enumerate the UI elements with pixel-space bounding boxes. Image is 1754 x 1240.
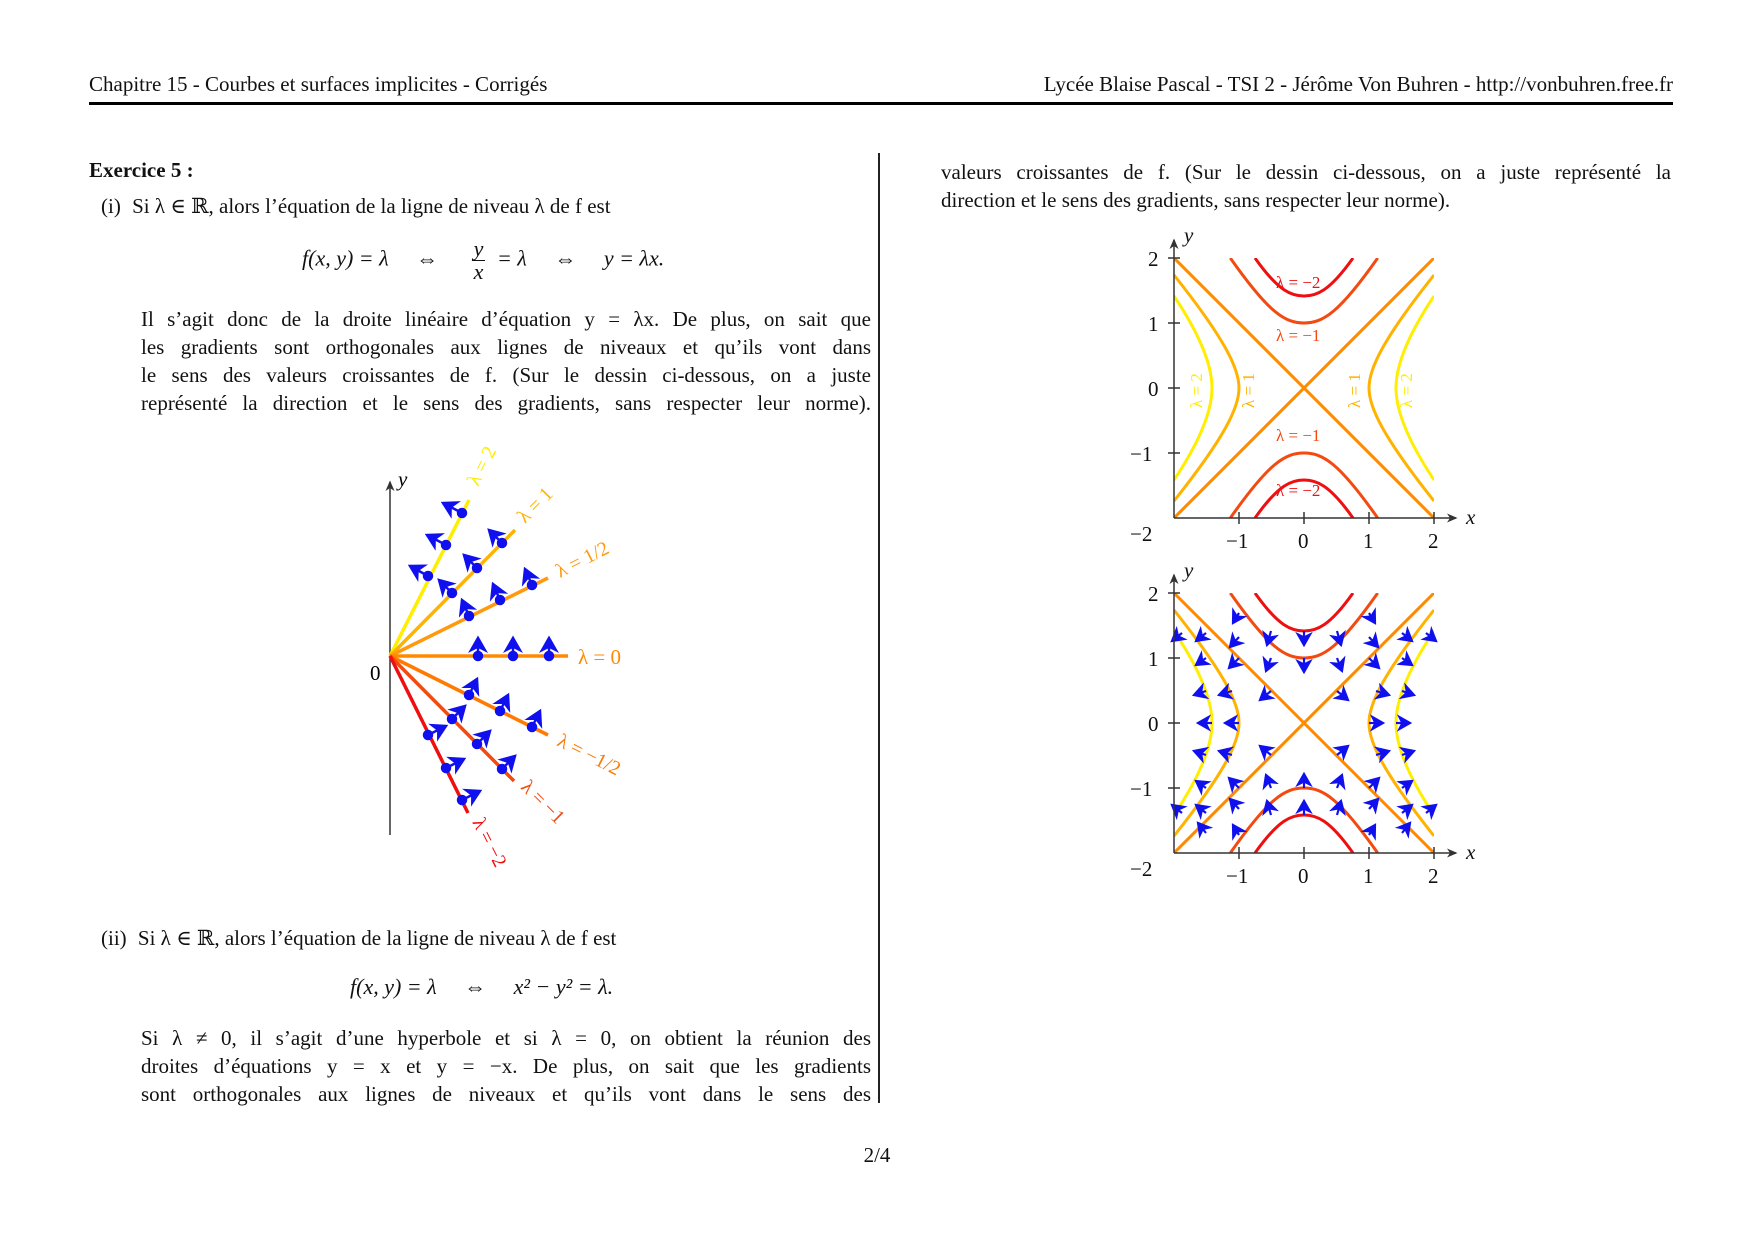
text-line: le sens des valeurs croissantes de f. (Sur le dessin ci-dessous, on a juste	[141, 363, 871, 387]
eq-lhs: f(x, y) = λ	[350, 974, 437, 999]
text-line: représenté la direction et le sens des gradients, sans respecter leur norme).	[141, 391, 871, 415]
svg-text:1: 1	[1363, 529, 1374, 553]
svg-text:0: 0	[1148, 377, 1159, 401]
part-ii-label: (ii)	[101, 926, 127, 950]
svg-text:0: 0	[1298, 864, 1309, 888]
svg-text:−1: −1	[1226, 864, 1249, 888]
header-chapter-title: Chapitre 15 - Courbes et surfaces implicites - Corrigés	[89, 72, 548, 96]
eq-mid: = λ	[496, 245, 527, 271]
eq-rhs: x² − y² = λ.	[513, 974, 614, 999]
svg-text:λ = 2: λ = 2	[1187, 373, 1206, 408]
label-lambda-2: λ = 2	[462, 442, 502, 490]
label-lambda-0: λ = 0	[578, 645, 622, 669]
svg-text:λ = −2: λ = −2	[1276, 273, 1321, 292]
svg-text:0: 0	[1298, 529, 1309, 553]
frac-den: x	[473, 259, 484, 284]
svg-text:0: 0	[1148, 712, 1159, 736]
label-lambda-half: λ = 1/2	[552, 537, 613, 583]
svg-text:x: x	[1466, 840, 1476, 864]
part-ii-intro-text: Si λ ∈ ℝ, alors l’équation de la ligne de niveau λ de f est	[137, 926, 617, 950]
header-author-info: Lycée Blaise Pascal - TSI 2 - Jérôme Von Buhren - http://vonbuhren.free.fr	[1043, 72, 1673, 96]
eq-iff: ⇔	[416, 245, 439, 271]
eq-lhs: f(x, y) = λ	[302, 245, 389, 271]
svg-text:−1: −1	[1226, 529, 1249, 553]
eq-rhs: y = λx.	[603, 245, 665, 271]
svg-text:λ = 1: λ = 1	[1345, 373, 1364, 408]
svg-text:x: x	[1466, 505, 1476, 529]
frac-num: y	[473, 236, 484, 261]
chart-level-curves	[1130, 223, 1476, 553]
chart-level-curves-gradients	[1130, 558, 1476, 888]
eq-iff: ⇔	[554, 245, 577, 271]
text-line: sont orthogonales aux lignes de niveaux et qu’ils vont dans le sens des	[141, 1082, 871, 1106]
svg-text:2: 2	[1428, 864, 1439, 888]
svg-text:1: 1	[1148, 647, 1159, 671]
eq-iff: ⇔	[464, 974, 487, 999]
part-i-label: (i)	[101, 194, 121, 218]
svg-text:−2: −2	[1130, 522, 1153, 546]
text-line: les gradients sont orthogonales aux lignes de niveaux et qu’ils vont dans	[141, 335, 871, 359]
part-ii-continued	[941, 158, 1671, 214]
text-line: Si λ ≠ 0, il s’agit d’une hyperbole et si λ = 0, on obtient la réunion des	[141, 1026, 871, 1050]
svg-text:1: 1	[1148, 312, 1159, 336]
svg-text:−1: −1	[1130, 442, 1153, 466]
svg-text:2: 2	[1148, 247, 1159, 271]
hyperbola-figures	[1100, 220, 1520, 900]
label-lambda-1: λ = 1	[512, 482, 558, 528]
exercise-title: Exercice 5 :	[89, 158, 194, 182]
part-i-intro-text: Si λ ∈ ℝ, alors l’équation de la ligne de niveau λ de f est	[132, 194, 611, 218]
svg-text:λ = −2: λ = −2	[1276, 481, 1321, 500]
svg-text:λ = −1: λ = −1	[1276, 426, 1321, 445]
svg-text:λ = −1: λ = −1	[1276, 326, 1321, 345]
part-ii-equation	[350, 974, 613, 1000]
text-line: droites d’équations y = x et y = −x. De plus, on sait que les gradients	[141, 1054, 871, 1078]
label-lambda-neg-1: λ = −1	[516, 775, 569, 829]
part-ii-intro	[101, 924, 616, 952]
text-line: Il s’agit donc de la droite linéaire d’équation y = λx. De plus, on sait que	[141, 307, 871, 331]
svg-text:1: 1	[1363, 864, 1374, 888]
svg-text:λ = 1: λ = 1	[1239, 373, 1258, 408]
label-lambda-neg-2: λ = −2	[467, 814, 511, 871]
y-axis-label: y	[398, 467, 408, 491]
text-line: valeurs croissantes de f. (Sur le dessin ci-dessous, on a juste représenté la	[941, 160, 1671, 184]
svg-text:2: 2	[1148, 582, 1159, 606]
origin-label: 0	[370, 661, 381, 685]
svg-text:−1: −1	[1130, 777, 1153, 801]
svg-text:2: 2	[1428, 529, 1439, 553]
label-lambda-neg-half: λ = −1/2	[553, 729, 625, 781]
svg-text:λ = 2: λ = 2	[1397, 373, 1416, 408]
text-line: direction et le sens des gradients, sans respecter leur norme).	[941, 188, 1451, 212]
fan-level-lines-figure	[0, 0, 880, 920]
svg-text:y: y	[1184, 558, 1194, 582]
part-ii-explanation	[141, 1024, 871, 1108]
page-number: 2/4	[863, 1143, 891, 1167]
svg-text:−2: −2	[1130, 857, 1153, 881]
svg-text:y: y	[1184, 223, 1194, 247]
